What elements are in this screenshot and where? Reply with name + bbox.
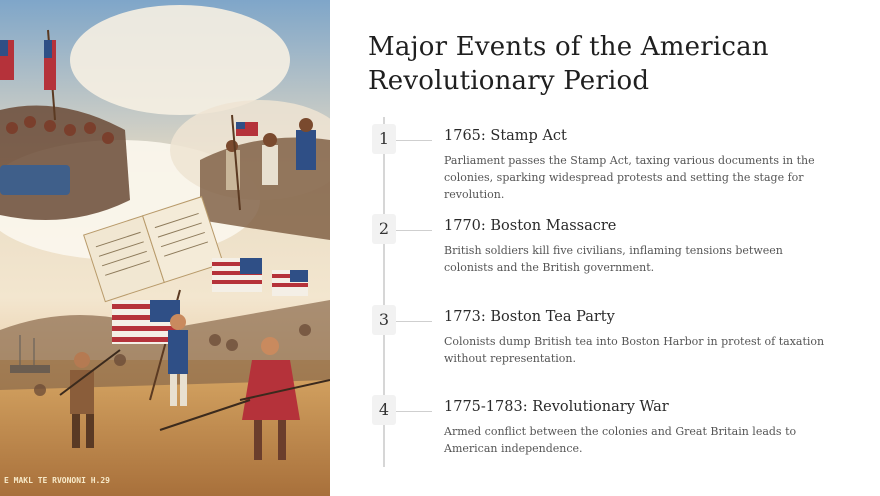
event-description: Armed conflict between the colonies and Great Britain leads to American independence. bbox=[444, 425, 797, 455]
content-panel bbox=[330, 0, 880, 496]
event-number: 1 bbox=[372, 124, 396, 154]
event-title: 1765: Stamp Act bbox=[444, 128, 567, 144]
page-title: Major Events of the American Revolutionary Period bbox=[368, 32, 769, 96]
event-number: 3 bbox=[372, 305, 396, 335]
event-number: 4 bbox=[372, 395, 396, 425]
event-connector bbox=[396, 230, 432, 231]
event-connector bbox=[396, 411, 432, 412]
event-description: British soldiers kill five civilians, inflaming tensions between colonists and the British government. bbox=[444, 244, 783, 274]
illustration-caption: E MAKL TE RVONONI H.29 bbox=[4, 476, 110, 485]
event-description: Parliament passes the Stamp Act, taxing various documents in the colonies, sparking widespread protests and setting the stage for revolution. bbox=[444, 154, 815, 201]
event-title: 1773: Boston Tea Party bbox=[444, 309, 615, 325]
event-title: 1775-1783: Revolutionary War bbox=[444, 399, 669, 415]
event-connector bbox=[396, 321, 432, 322]
event-description: Colonists dump British tea into Boston Harbor in protest of taxation without representation. bbox=[444, 335, 825, 365]
event-number: 2 bbox=[372, 214, 396, 244]
revolution-illustration bbox=[0, 0, 330, 496]
event-connector bbox=[396, 140, 432, 141]
event-title: 1770: Boston Massacre bbox=[444, 218, 617, 234]
